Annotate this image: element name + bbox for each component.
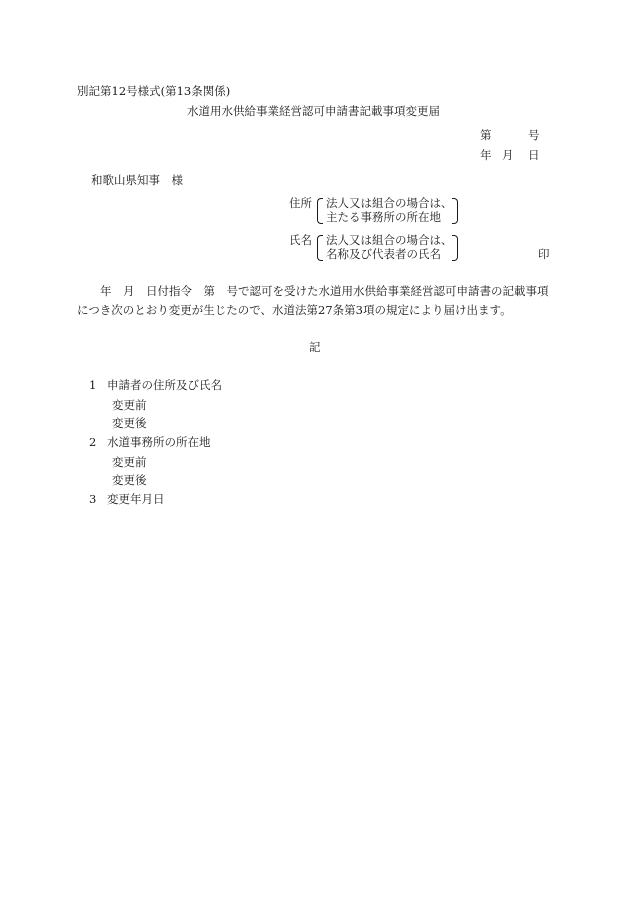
date-day: 日 bbox=[528, 148, 540, 162]
item-number: 3 bbox=[89, 492, 97, 506]
address-label: 住所 bbox=[289, 196, 312, 210]
body-text: 年 月 日付指令 第 号で認可を受けた水道用水供給事業経営認可申請書の記載事項につき次のとおり変更が生じたので、水道法第27条第3項の規定により届け出ます。 bbox=[77, 284, 549, 317]
item-label: 申請者の住所及び氏名 bbox=[107, 378, 222, 392]
seal-mark: 印 bbox=[538, 247, 550, 261]
date-year: 年 bbox=[480, 148, 492, 162]
name-label: 氏名 bbox=[289, 233, 312, 247]
item-number: 1 bbox=[89, 378, 97, 392]
left-bracket bbox=[317, 198, 323, 224]
right-bracket bbox=[452, 198, 458, 224]
sub-item: 変更後 bbox=[112, 473, 147, 487]
item-label: 変更年月日 bbox=[107, 492, 165, 506]
address-note-line1: 法人又は組合の場合は、 bbox=[326, 196, 453, 210]
address-note-line2: 主たる事務所の所在地 bbox=[326, 210, 441, 224]
item-number: 2 bbox=[89, 435, 97, 449]
sub-item: 変更前 bbox=[112, 455, 147, 469]
body-paragraph bbox=[77, 282, 555, 320]
item-label: 水道事務所の所在地 bbox=[107, 435, 211, 449]
list-item bbox=[89, 492, 165, 506]
document-title: 水道用水供給事業経営認可申請書記載事項変更届 bbox=[187, 104, 440, 118]
date-month: 月 bbox=[502, 148, 514, 162]
number-prefix: 第 bbox=[480, 128, 492, 142]
address-note bbox=[314, 196, 458, 224]
number-suffix: 号 bbox=[528, 128, 540, 142]
form-label: 別記第12号様式(第13条関係) bbox=[77, 84, 231, 98]
sub-item: 変更前 bbox=[112, 398, 147, 412]
list-item bbox=[89, 378, 222, 392]
ki-heading: 記 bbox=[309, 340, 321, 354]
name-note-line2: 名称及び代表者の氏名 bbox=[326, 247, 441, 261]
list-item bbox=[89, 435, 211, 449]
sub-item: 変更後 bbox=[112, 416, 147, 430]
name-note-line1: 法人又は組合の場合は、 bbox=[326, 233, 453, 247]
name-note bbox=[314, 233, 458, 261]
right-bracket bbox=[452, 235, 458, 261]
left-bracket bbox=[317, 235, 323, 261]
addressee: 和歌山県知事 様 bbox=[91, 173, 183, 187]
